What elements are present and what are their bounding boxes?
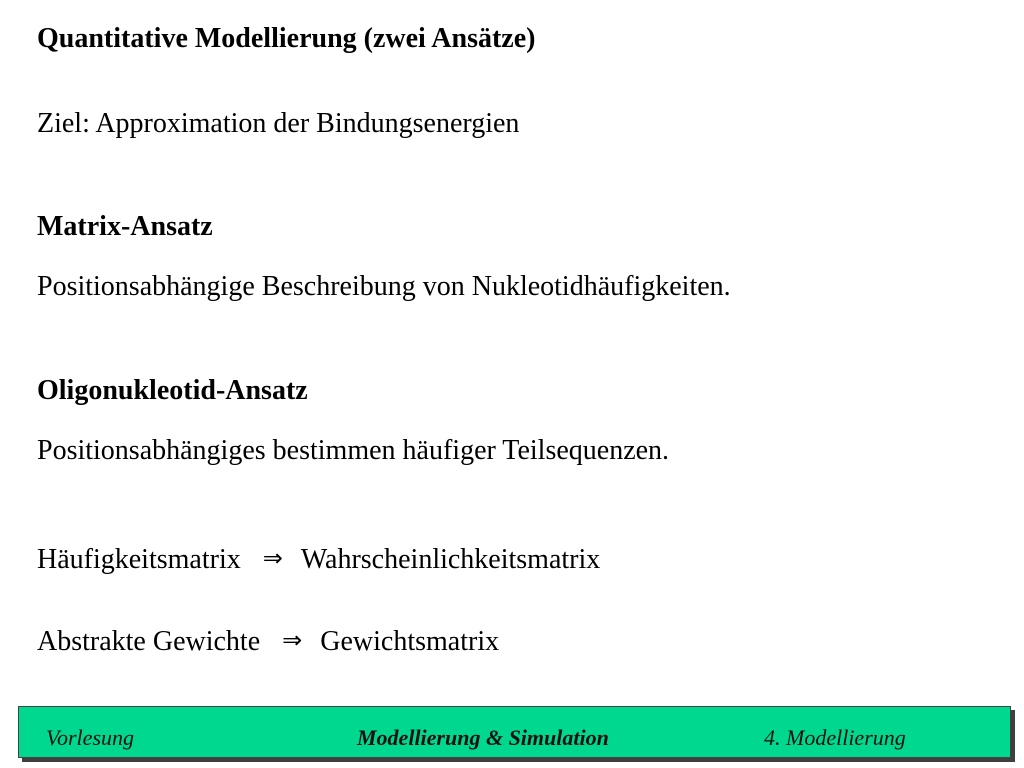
mapping-1-to: Wahrscheinlichkeitsmatrix [300,544,601,575]
mapping-1-from: Häufigkeitsmatrix [37,544,241,575]
mapping-1-arrow: ⇒ [262,544,283,572]
matrix-heading: Matrix-Ansatz [37,211,213,242]
implies-arrow-icon [263,541,283,577]
footer-bar [18,706,1011,758]
mapping-row-1 [37,541,600,577]
implies-arrow-icon [282,623,302,659]
goal-text: Ziel: Approximation der Bindungsenergien [37,108,520,139]
mapping-2-to: Gewichtsmatrix [320,626,500,657]
footer-chapter-label: 4. Modellierung [764,725,906,750]
footer-lecture-label: Vorlesung [46,725,134,750]
oligo-description: Positionsabhängiges bestimmen häufiger Teilsequenzen. [37,435,670,466]
mapping-row-2 [37,623,499,659]
mapping-2-from: Abstrakte Gewichte [37,626,261,657]
oligo-heading: Oligonukleotid-Ansatz [37,375,308,406]
footer-course-title: Modellierung & Simulation [357,725,609,750]
matrix-description: Positionsabhängige Beschreibung von Nukleotidhäufigkeiten. [37,271,731,302]
slide-title: Quantitative Modellierung (zwei Ansätze) [37,23,536,54]
mapping-2-arrow: ⇒ [282,626,303,654]
